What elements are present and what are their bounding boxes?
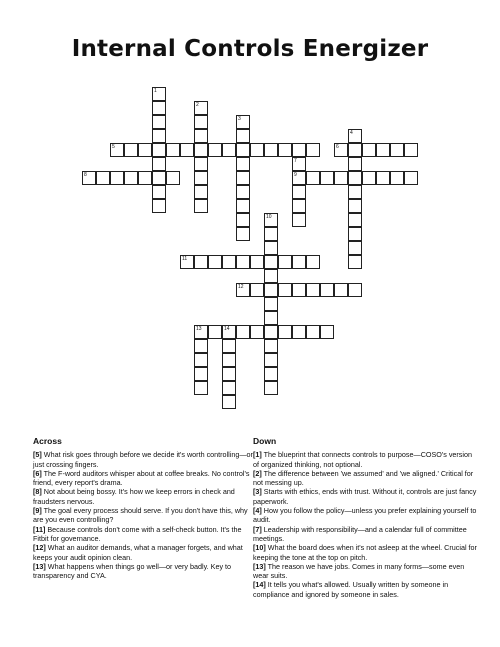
grid-cell[interactable] <box>110 171 124 185</box>
clue-text: What risk goes through before we decide it's worth controlling—or just crossing fingers. <box>33 450 253 469</box>
grid-cell[interactable] <box>376 171 390 185</box>
grid-cell[interactable] <box>152 129 166 143</box>
grid-cell[interactable] <box>236 157 250 171</box>
grid-cell[interactable] <box>194 353 208 367</box>
clue-number-label: 7 <box>294 158 297 164</box>
grid-cell[interactable] <box>348 129 362 143</box>
grid-cell[interactable] <box>222 255 236 269</box>
grid-cell[interactable] <box>278 255 292 269</box>
clue-number-label: 12 <box>238 284 244 290</box>
across-clue <box>33 469 258 488</box>
grid-cell[interactable] <box>194 381 208 395</box>
grid-cell[interactable] <box>264 143 278 157</box>
clue-number: [12] <box>33 543 46 553</box>
grid-cell[interactable] <box>292 283 306 297</box>
clue-text: The reason we have jobs. Comes in many forms—some even wear suits. <box>253 561 465 581</box>
clue-number: [1] <box>253 450 262 460</box>
grid-cell[interactable] <box>264 269 278 283</box>
grid-cell[interactable] <box>348 255 362 269</box>
grid-cell[interactable] <box>166 143 180 157</box>
grid-cell[interactable] <box>194 157 208 171</box>
grid-cell[interactable] <box>348 227 362 241</box>
grid-cell[interactable] <box>194 171 208 185</box>
grid-cell[interactable] <box>236 185 250 199</box>
clue-number: [13] <box>33 561 46 571</box>
puzzle-title: Internal Controls Energizer <box>71 36 429 62</box>
across-clue-list <box>33 450 258 580</box>
clue-number-label: 6 <box>336 144 339 150</box>
grid-cell[interactable] <box>292 325 306 339</box>
clue-number-label: 1 <box>154 88 157 94</box>
grid-cell[interactable] <box>292 157 306 171</box>
down-clue <box>253 580 478 599</box>
grid-cell[interactable] <box>292 171 306 185</box>
down-clue <box>253 525 478 544</box>
grid-cell[interactable] <box>152 171 166 185</box>
clue-number-label: 13 <box>196 326 202 332</box>
clue-number: [6] <box>33 468 42 478</box>
grid-cell[interactable] <box>152 143 166 157</box>
grid-cell[interactable] <box>236 283 250 297</box>
grid-cell[interactable] <box>292 255 306 269</box>
grid-cell[interactable] <box>222 325 236 339</box>
down-clue <box>253 506 478 525</box>
grid-cell[interactable] <box>278 283 292 297</box>
grid-cell[interactable] <box>222 381 236 395</box>
across-clue <box>33 487 258 506</box>
clue-number: [8] <box>33 487 42 497</box>
grid-cell[interactable] <box>208 255 222 269</box>
clue-text: What the board does when it's not asleep at the wheel. Crucial for keeping the tone at the top on pitch. <box>253 543 477 562</box>
down-clue <box>253 469 478 488</box>
grid-cell[interactable] <box>278 143 292 157</box>
grid-cell[interactable] <box>348 199 362 213</box>
grid-cell[interactable] <box>292 143 306 157</box>
grid-cell[interactable] <box>236 115 250 129</box>
across-clue <box>33 450 258 469</box>
grid-cell[interactable] <box>390 143 404 157</box>
grid-cell[interactable] <box>152 115 166 129</box>
grid-cell[interactable] <box>222 367 236 381</box>
clue-text: What an auditor demands, what a manager forgets, and what keeps your audit opinion clean. <box>33 543 243 562</box>
down-clues <box>253 437 478 599</box>
grid-cell[interactable] <box>236 255 250 269</box>
grid-cell[interactable] <box>194 129 208 143</box>
grid-cell[interactable] <box>194 339 208 353</box>
grid-cell[interactable] <box>278 325 292 339</box>
grid-cell[interactable] <box>320 283 334 297</box>
grid-cell[interactable] <box>138 171 152 185</box>
grid-cell[interactable] <box>264 339 278 353</box>
grid-cell[interactable] <box>236 227 250 241</box>
grid-cell[interactable] <box>390 171 404 185</box>
clue-text: The goal every process should serve. If you don't have this, why are you even controlling? <box>33 506 248 525</box>
clue-text: It tells you what's allowed. Usually written by someone in compliance and ignored by someone in sales. <box>253 580 449 599</box>
grid-cell[interactable] <box>124 143 138 157</box>
grid-cell[interactable] <box>292 213 306 227</box>
grid-cell[interactable] <box>306 283 320 297</box>
grid-cell[interactable] <box>306 171 320 185</box>
grid-cell[interactable] <box>250 255 264 269</box>
grid-cell[interactable] <box>152 87 166 101</box>
grid-cell[interactable] <box>306 255 320 269</box>
grid-cell[interactable] <box>264 311 278 325</box>
grid-cell[interactable] <box>404 143 418 157</box>
grid-cell[interactable] <box>264 283 278 297</box>
clue-text: How you follow the policy—unless you prefer explaining yourself to audit. <box>253 506 477 525</box>
clue-number-label: 5 <box>112 144 115 150</box>
grid-cell[interactable] <box>194 115 208 129</box>
grid-cell[interactable] <box>124 171 138 185</box>
grid-cell[interactable] <box>236 171 250 185</box>
across-clues <box>33 437 258 580</box>
grid-cell[interactable] <box>180 143 194 157</box>
clue-text: Leadership with responsibility—and a calendar full of committee meetings. <box>253 524 467 543</box>
grid-cell[interactable] <box>376 143 390 157</box>
grid-cell[interactable] <box>264 367 278 381</box>
clue-number-label: 9 <box>294 172 297 178</box>
grid-cell[interactable] <box>222 353 236 367</box>
grid-cell[interactable] <box>348 185 362 199</box>
grid-cell[interactable] <box>236 213 250 227</box>
clue-text: What happens when things go well—or very badly. Key to transparency and CYA. <box>33 561 232 581</box>
grid-cell[interactable] <box>348 241 362 255</box>
clue-text: The blueprint that connects controls to purpose—COSO's version of organized thinking, not optional. <box>253 450 472 469</box>
grid-cell[interactable] <box>320 325 334 339</box>
grid-cell[interactable] <box>348 283 362 297</box>
grid-cell[interactable] <box>320 171 334 185</box>
across-clue <box>33 543 258 562</box>
grid-cell[interactable] <box>264 255 278 269</box>
grid-cell[interactable] <box>222 339 236 353</box>
grid-cell[interactable] <box>222 143 236 157</box>
grid-cell[interactable] <box>152 185 166 199</box>
clue-number-label: 2 <box>196 102 199 108</box>
grid-cell[interactable] <box>348 143 362 157</box>
grid-cell[interactable] <box>264 381 278 395</box>
clue-text: The F-word auditors whisper about at coffee breaks. No control's friend, every report's drama. <box>33 468 250 488</box>
down-clue <box>253 487 478 506</box>
clue-number-label: 11 <box>182 256 188 262</box>
grid-cell[interactable] <box>264 213 278 227</box>
grid-cell[interactable] <box>348 213 362 227</box>
grid-cell[interactable] <box>306 143 320 157</box>
clue-number-label: 14 <box>224 326 230 332</box>
grid-cell[interactable] <box>236 143 250 157</box>
grid-cell[interactable] <box>334 143 348 157</box>
grid-cell[interactable] <box>264 297 278 311</box>
grid-cell[interactable] <box>264 325 278 339</box>
grid-cell[interactable] <box>152 157 166 171</box>
across-heading: Across <box>33 436 62 446</box>
grid-cell[interactable] <box>110 143 124 157</box>
clue-text: The difference between 'we assumed' and 'we aligned.' Critical for not messing up. <box>253 468 474 488</box>
grid-cell[interactable] <box>404 171 418 185</box>
grid-cell[interactable] <box>334 283 348 297</box>
grid-cell[interactable] <box>264 353 278 367</box>
grid-cell[interactable] <box>348 171 362 185</box>
grid-cell[interactable] <box>138 143 152 157</box>
grid-cell[interactable] <box>194 325 208 339</box>
clue-number: [7] <box>253 524 262 534</box>
grid-cell[interactable] <box>250 325 264 339</box>
clue-text: Starts with ethics, ends with trust. Without it, controls are just fancy paperwork. <box>253 487 477 506</box>
across-clue <box>33 506 258 525</box>
grid-cell[interactable] <box>194 367 208 381</box>
clue-number: [3] <box>253 487 262 497</box>
grid-cell[interactable] <box>236 325 250 339</box>
grid-cell[interactable] <box>362 171 376 185</box>
across-clue <box>33 525 258 544</box>
grid-cell[interactable] <box>180 255 194 269</box>
clue-number: [9] <box>33 506 42 516</box>
grid-cell[interactable] <box>166 171 180 185</box>
grid-cell[interactable] <box>250 283 264 297</box>
clue-text: Because controls don't come with a self-check button. It's the Fitbit for governance. <box>33 524 242 543</box>
clue-number-label: 8 <box>84 172 87 178</box>
grid-cell[interactable] <box>208 325 222 339</box>
clue-text: Not about being bossy. It's how we keep errors in check and fraudsters nervous. <box>33 487 235 506</box>
clue-number-label: 10 <box>266 214 272 220</box>
clue-number-label: 4 <box>350 130 353 136</box>
grid-cell[interactable] <box>222 395 236 409</box>
clue-number: [2] <box>253 468 262 478</box>
clue-number: [10] <box>253 543 266 553</box>
grid-cell[interactable] <box>292 185 306 199</box>
clue-number: [11] <box>33 524 46 534</box>
grid-cell[interactable] <box>348 157 362 171</box>
grid-cell[interactable] <box>194 199 208 213</box>
grid-cell[interactable] <box>264 227 278 241</box>
clue-number: [13] <box>253 561 266 571</box>
across-clue <box>33 562 258 581</box>
grid-cell[interactable] <box>250 143 264 157</box>
grid-cell[interactable] <box>194 185 208 199</box>
down-clue <box>253 450 478 469</box>
down-clue-list <box>253 450 478 599</box>
grid-cell[interactable] <box>334 171 348 185</box>
grid-cell[interactable] <box>292 199 306 213</box>
down-heading: Down <box>253 436 277 446</box>
grid-cell[interactable] <box>152 199 166 213</box>
down-clue <box>253 543 478 562</box>
grid-cell[interactable] <box>96 171 110 185</box>
clue-number: [14] <box>253 580 266 590</box>
clue-number-label: 3 <box>238 116 241 122</box>
down-clue <box>253 562 478 581</box>
clue-number: [5] <box>33 450 42 460</box>
grid-cell[interactable] <box>208 143 222 157</box>
grid-cell[interactable] <box>306 325 320 339</box>
grid-cell[interactable] <box>194 101 208 115</box>
grid-cell[interactable] <box>194 143 208 157</box>
grid-cell[interactable] <box>82 171 96 185</box>
grid-cell[interactable] <box>264 241 278 255</box>
grid-cell[interactable] <box>236 199 250 213</box>
grid-cell[interactable] <box>194 255 208 269</box>
grid-cell[interactable] <box>236 129 250 143</box>
clue-number: [4] <box>253 506 262 516</box>
grid-cell[interactable] <box>152 101 166 115</box>
grid-cell[interactable] <box>362 143 376 157</box>
